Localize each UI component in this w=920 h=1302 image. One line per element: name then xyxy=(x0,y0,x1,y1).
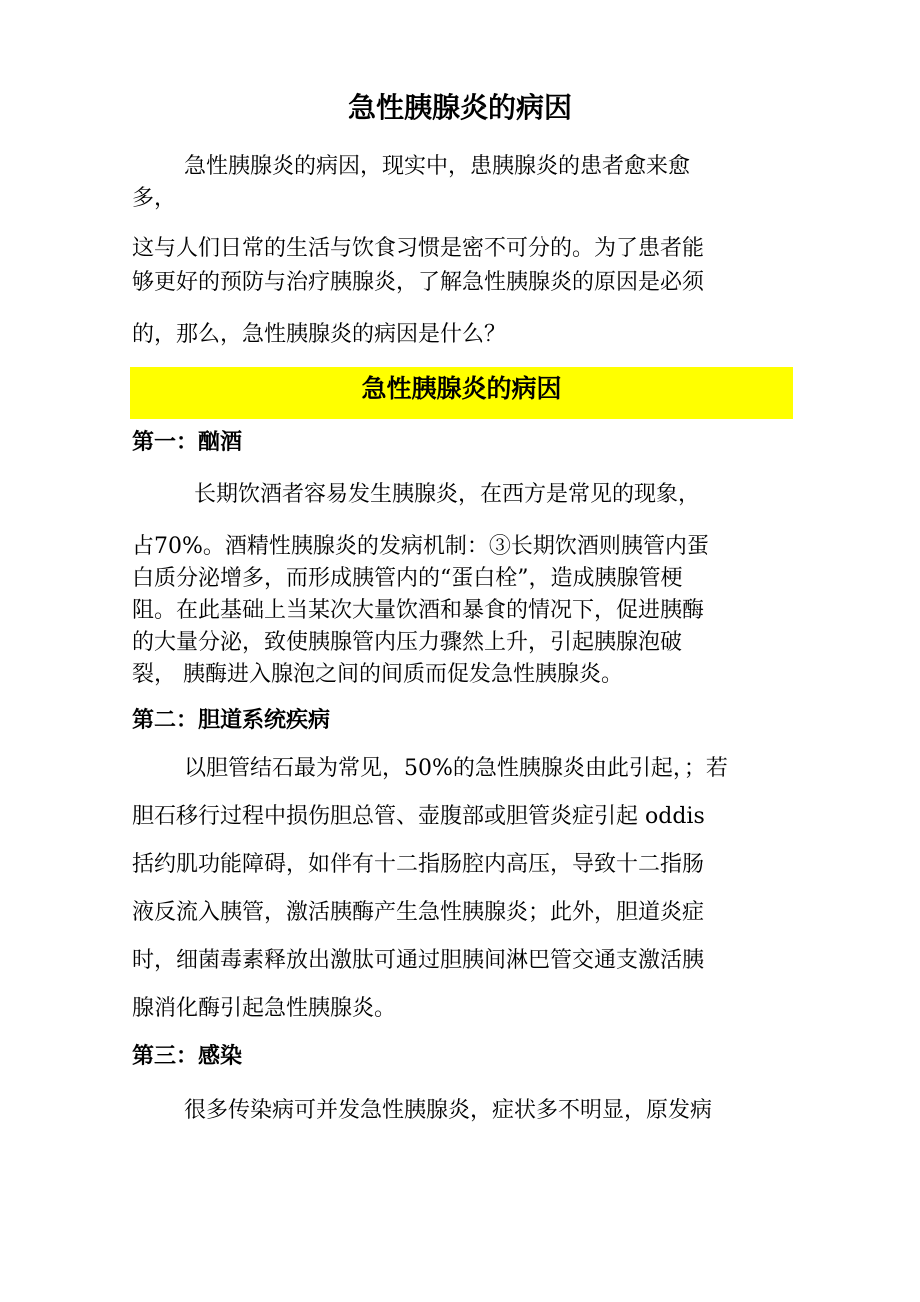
section-heading-2: 第二：胆道系统疾病 xyxy=(132,708,331,733)
intro-line-1: 急性胰腺炎的病因，现实中，患胰腺炎的患者愈来愈 xyxy=(184,154,691,179)
section-1-line-6: 裂， 胰酶进入腺泡之间的间质而促发急性胰腺炎。 xyxy=(132,662,623,687)
section-2-line-5: 时，细菌毒素释放出激肽可通过胆胰间淋巴管交通支激活胰 xyxy=(132,948,705,973)
section-1-line-5: 的大量分泌，致使胰腺管内压力骤然上升，引起胰腺泡破 xyxy=(132,630,683,655)
document-title: 急性胰腺炎的病因 xyxy=(347,91,572,124)
intro-line-2: 多， xyxy=(132,186,177,211)
section-2-line-1: 以胆管结石最为常见，50%的急性胰腺炎由此引起，；若 xyxy=(184,756,728,781)
intro-line-4: 够更好的预防与治疗胰腺炎，了解急性胰腺炎的原因是必须 xyxy=(132,270,705,295)
section-1-line-2: 占70%。酒精性胰腺炎的发病机制：③长期饮酒则胰管内蛋 xyxy=(132,534,709,559)
highlighted-heading-banner: 急性胰腺炎的病因 xyxy=(130,367,793,419)
section-2-line-2: 胆石移行过程中损伤胆总管、壶腹部或胆管炎症引起 oddis xyxy=(132,804,705,829)
section-2-line-3: 括约肌功能障碍，如伴有十二指肠腔内高压，导致十二指肠 xyxy=(132,852,705,877)
section-heading-1: 第一：酗酒 xyxy=(132,430,243,455)
section-3-line-1: 很多传染病可并发急性胰腺炎，症状多不明显，原发病 xyxy=(184,1098,713,1123)
section-heading-3: 第三：感染 xyxy=(132,1044,243,1069)
section-2-line-6: 腺消化酶引起急性胰腺炎。 xyxy=(132,996,397,1021)
section-1-line-1: 长期饮酒者容易发生胰腺炎，在西方是常见的现象， xyxy=(194,482,701,507)
intro-line-3: 这与人们日常的生活与饮食习惯是密不可分的。为了患者能 xyxy=(132,236,705,261)
intro-line-5: 的，那么，急性胰腺炎的病因是什么？ xyxy=(132,322,507,347)
section-2-line-4: 液反流入胰管，激活胰酶产生急性胰腺炎；此外，胆道炎症 xyxy=(132,900,705,925)
section-1-line-3: 白质分泌增多，而形成胰管内的“蛋白栓”，造成胰腺管梗 xyxy=(132,566,683,591)
section-1-line-4: 阻。在此基础上当某次大量饮酒和暴食的情况下，促进胰酶 xyxy=(132,598,705,623)
